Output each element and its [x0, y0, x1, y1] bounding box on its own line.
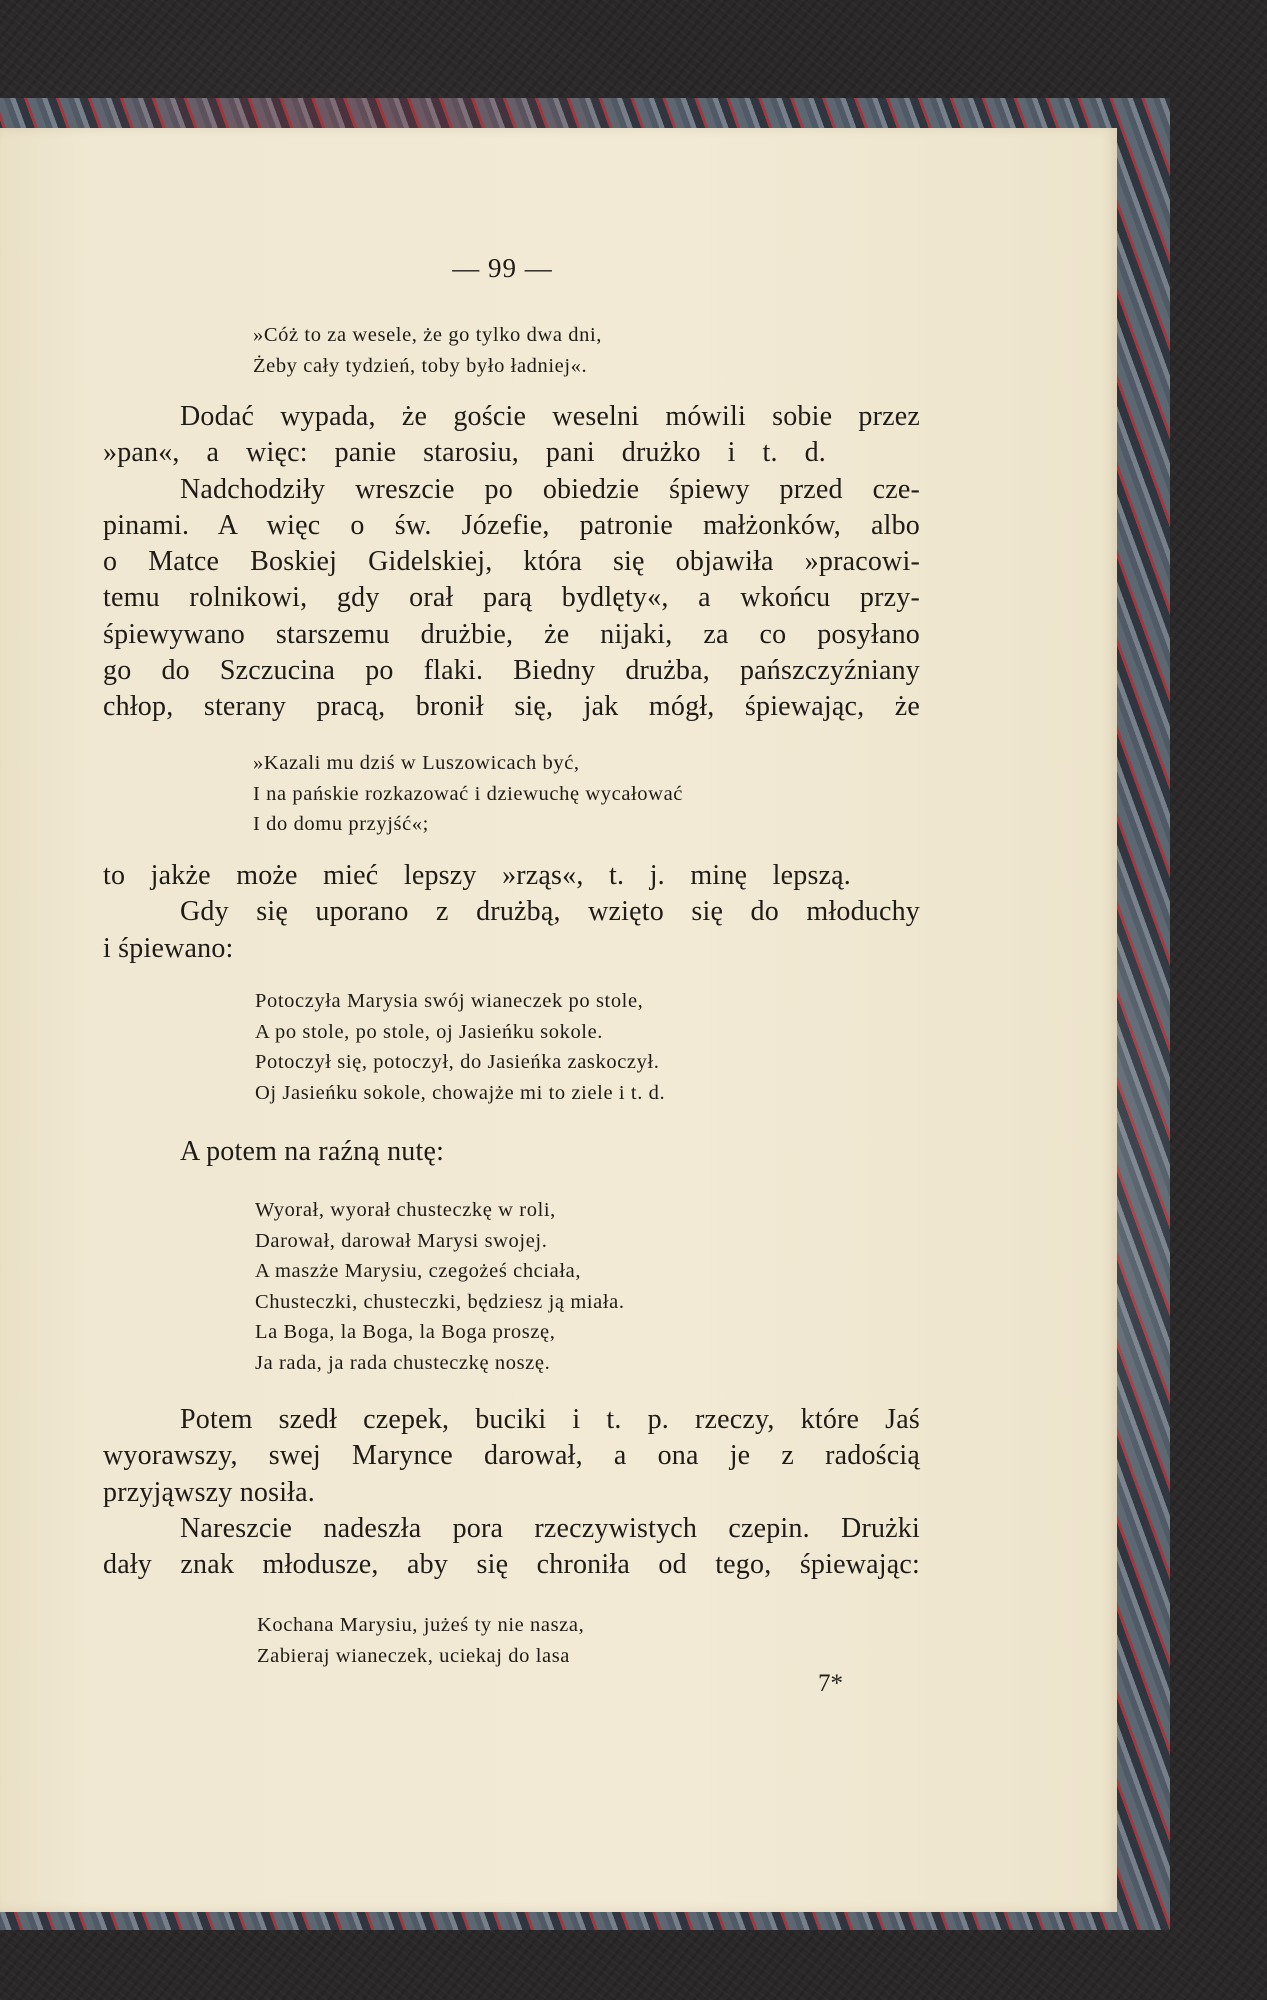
text-line: temu rolnikowi, gdy orał parą bydlęty«, a wkońcu przy-: [103, 582, 920, 614]
page-number: — 99 —: [452, 253, 553, 283]
text-line: Nadchodziły wreszcie po obiedzie śpiewy przed cze-: [180, 473, 920, 505]
verse-line: La Boga, la Boga, la Boga proszę,: [255, 1321, 556, 1343]
verse-line: Wyorał, wyorał chusteczkę w roli,: [255, 1199, 556, 1221]
verse-5: [257, 1610, 584, 1671]
text-line: Dodać wypada, że goście weselni mówili sobie przez: [180, 401, 920, 432]
verse-line: Zabieraj wianeczek, uciekaj do lasa: [257, 1644, 570, 1667]
text-line: A potem na raźną nutę:: [180, 1136, 445, 1167]
verse-line: Ja rada, ja rada chusteczkę noszę.: [255, 1351, 551, 1374]
text-line: chłop, sterany pracą, bronił się, jak mógł, śpiewając, że: [103, 691, 920, 723]
text-line: śpiewywano starszemu drużbie, że nijaki, za co posyłano: [103, 618, 920, 650]
verse-line: Chusteczki, chusteczki, będziesz ją miała.: [255, 1290, 625, 1313]
verse-line: »Kazali mu dziś w Luszowicach być,: [253, 752, 580, 774]
verse-line: Potoczył się, potoczył, do Jasieńka zaskoczył.: [255, 1051, 660, 1073]
verse-line: Kochana Marysiu, jużeś ty nie nasza,: [257, 1614, 585, 1636]
text-line: o Matce Boskiej Gidelskiej, która się objawiła »pracowi-: [103, 546, 920, 578]
text-line: i śpiewano:: [103, 932, 234, 964]
text-line: to jakże może mieć lepszy »rząs«, t. j. minę lepszą.: [103, 860, 851, 891]
verse-4: [255, 1195, 625, 1378]
verse-line: A po stole, po stole, oj Jasieńku sokole.: [255, 1020, 604, 1043]
text-line: przyjąwszy nosiła.: [103, 1476, 315, 1508]
verse-line: Oj Jasieńku sokole, chowajże mi to ziele i t. d.: [255, 1081, 666, 1104]
signature-mark: 7*: [818, 1670, 843, 1697]
text-line: dały znak młodusze, aby się chroniła od tego, śpiewając:: [103, 1549, 920, 1581]
text-line: Potem szedł czepek, buciki i t. p. rzeczy, które Jaś: [180, 1404, 920, 1435]
verse-line: I do domu przyjść«;: [253, 813, 429, 835]
text-line: Gdy się uporano z drużbą, wzięto się do młoduchy: [180, 896, 920, 928]
paragraph-1: [103, 399, 920, 726]
verse-line: »Cóż to za wesele, że go tylko dwa dni,: [253, 324, 603, 346]
text-line: Nareszcie nadeszła pora rzeczywistych czepin. Drużki: [180, 1512, 920, 1544]
paragraph-3: [103, 1134, 920, 1170]
text-line: wyorawszy, swej Marynce darował, a ona je z radością: [103, 1440, 920, 1472]
verse-2: [253, 748, 683, 840]
paragraph-4: [103, 1402, 920, 1583]
verse-line: I na pańskie rozkazować i dziewuchę wycałować: [253, 782, 683, 805]
verse-3: [255, 986, 665, 1108]
text-line: go do Szczucina po flaki. Biedny drużba, pańszczyźniany: [103, 655, 920, 687]
verse-line: A maszże Marysiu, czegożeś chciała,: [255, 1260, 582, 1282]
verse-1: [253, 320, 602, 381]
verse-line: Darował, darował Marysi swojej.: [255, 1229, 548, 1252]
text-line: »pan«, a więc: panie starosiu, pani drużko i t. d.: [103, 437, 826, 469]
verse-line: Żeby cały tydzień, toby było ładniej«.: [253, 354, 588, 377]
text-line: pinami. A więc o św. Józefie, patronie małżonków, albo: [103, 509, 920, 541]
paragraph-2: [103, 858, 920, 967]
verse-line: Potoczyła Marysia swój wianeczek po stole,: [255, 990, 644, 1012]
